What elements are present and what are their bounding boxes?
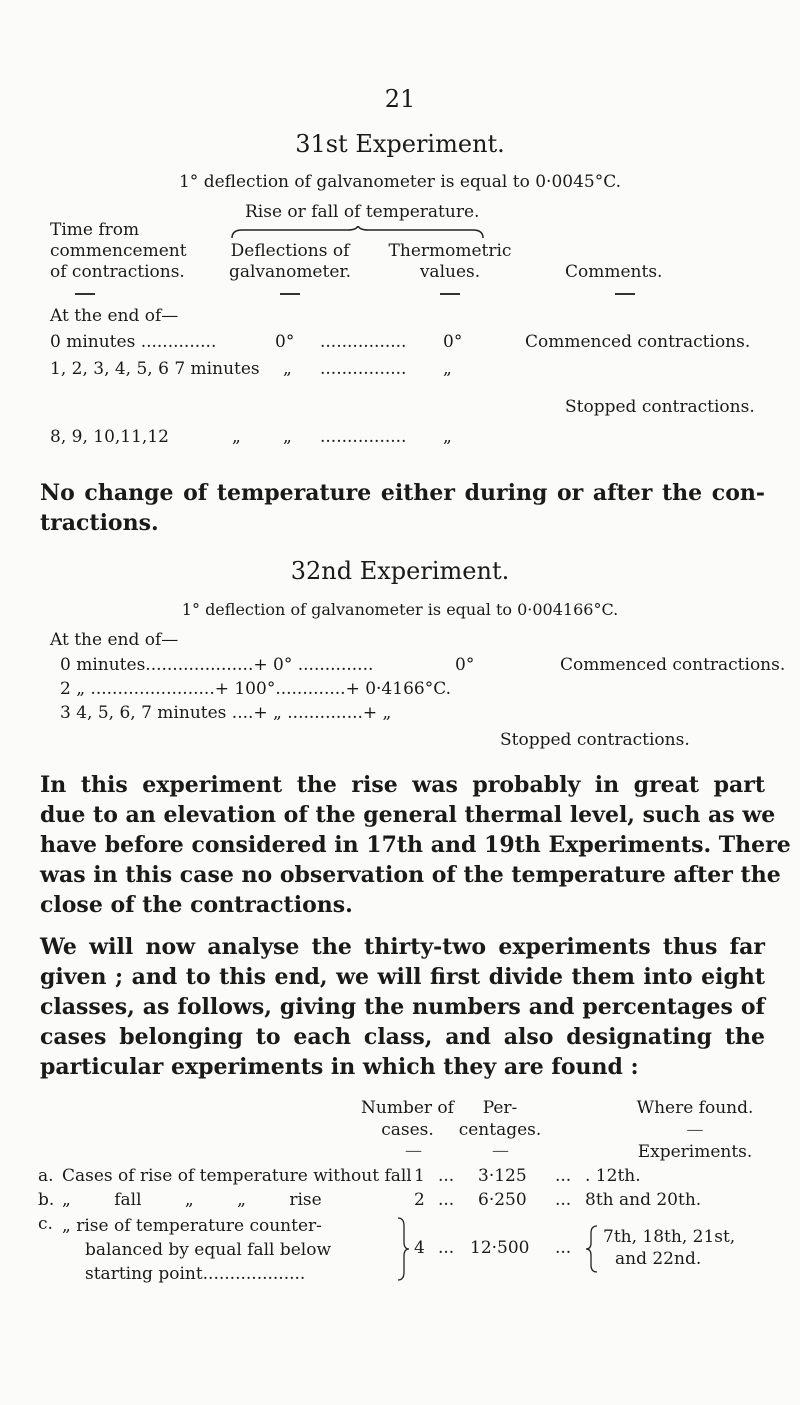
exp31-col-time: Time from commencement of contractions. [50,220,187,282]
class-c-desc: „ rise of temperature counter- balanced by equal fall below starting point................... [62,1216,332,1284]
divider [440,293,460,295]
exp31-col-thermo: Thermometric values. [388,241,512,282]
exp31-col-comments: Comments. [565,262,663,282]
exp31-row0-dots: ................ [320,332,407,352]
class-c-where: 7th, 18th, 21st, and 22nd. [603,1227,736,1269]
exp32-title: 32nd Experiment. [290,557,510,585]
class-b-where: 8th and 20th. [585,1190,702,1210]
exp31-row0-thermo: 0° [443,332,463,352]
exp32-row2-comment: Stopped contractions. [500,730,690,750]
class-b-letter: b. [38,1190,55,1210]
exp31-row0-time: 0 minutes .............. [50,332,217,352]
exp31-row2-dots: ................ [320,427,407,447]
divider [615,293,635,295]
exp32-row2: 3 4, 5, 6, 7 minutes ....+ „ ..............+ „ [60,703,392,723]
exp31-col-deflections: Deflections of galvanometer. [228,241,352,282]
class-a-pct: 3·125 [478,1166,527,1186]
class-a-num: 1 [414,1166,425,1186]
exp31-row1-thermo: „ [443,359,452,379]
page-number: 21 [384,85,416,113]
divider [75,293,95,295]
exp32-row0-comment: Commenced contractions. [560,655,786,675]
class-a-where: . 12th. [585,1166,641,1186]
exp31-row1-dots: ................ [320,359,407,379]
exp31-row1-comment: Stopped contractions. [565,397,755,417]
class-a-letter: a. [38,1166,54,1186]
paragraph-2: We will now analyse the thirty-two experiments thus far given ; and to this end, we will first divide them into eight classes, as follows, giving the numbers and percentages of cases belonging to each class, and also designating the particular experiments in which they are found : [40,934,765,1080]
brace-icon [230,226,485,240]
exp31-row2-time: 8, 9, 10,11,12 [50,427,169,447]
exp31-row2-defl2: „ [283,427,292,447]
class-b-num: 2 [414,1190,425,1210]
exp31-at-end: At the end of— [50,306,179,326]
exp31-title: 31st Experiment. [295,130,505,158]
exp31-rise-header: Rise or fall of temperature. [245,202,480,222]
exp31-row1-defl: „ [283,359,292,379]
exp31-conclusion: No change of temperature either during or after the con- tractions. [40,480,765,536]
classes-dash-percent: — [492,1141,509,1161]
exp31-row2-thermo: „ [443,427,452,447]
brace-icon [585,1224,599,1274]
class-a-desc: Cases of rise of temperature without fall [62,1166,412,1186]
exp31-row0-comment: Commenced contractions. [525,332,751,352]
exp32-row1: 2 „ .......................+ 100°.............+ 0·4166°C. [60,679,451,699]
exp31-note: 1° deflection of galvanometer is equal to 0·0045°C. [178,172,622,192]
classes-hdr-percent: Per- centages. [458,1098,542,1140]
classes-hdr-number: Number of cases. [361,1098,454,1140]
paragraph-1: In this experiment the rise was probably in great part due to an elevation of the general thermal level, such as we have before considered in 17th and 19th Experiments. There was in this case no observation of the temperature after the close of the contractions. [40,772,791,918]
exp31-row0-defl: 0° [275,332,295,352]
exp32-note: 1° deflection of galvanometer is equal to 0·004166°C. [181,600,619,619]
brace-icon [396,1216,410,1282]
exp31-row2-defl: „ [232,427,241,447]
class-b-pct: 6·250 [478,1190,527,1210]
class-b-desc: „ fall „ „ rise [62,1190,322,1210]
classes-hdr-where: Where found. — Experiments. [636,1098,754,1162]
exp31-row1-time: 1, 2, 3, 4, 5, 6 7 minutes [50,359,260,379]
classes-dash-number: — [405,1141,422,1161]
class-c-pct: 12·500 [470,1238,530,1258]
class-c-num: 4 [414,1238,425,1258]
class-c-letter: c. [38,1214,53,1234]
exp32-row0-thermo: 0° [455,655,475,675]
exp32-at-end: At the end of— [50,630,179,650]
divider [280,293,300,295]
exp32-row0: 0 minutes....................+ 0° .............. [60,655,374,675]
